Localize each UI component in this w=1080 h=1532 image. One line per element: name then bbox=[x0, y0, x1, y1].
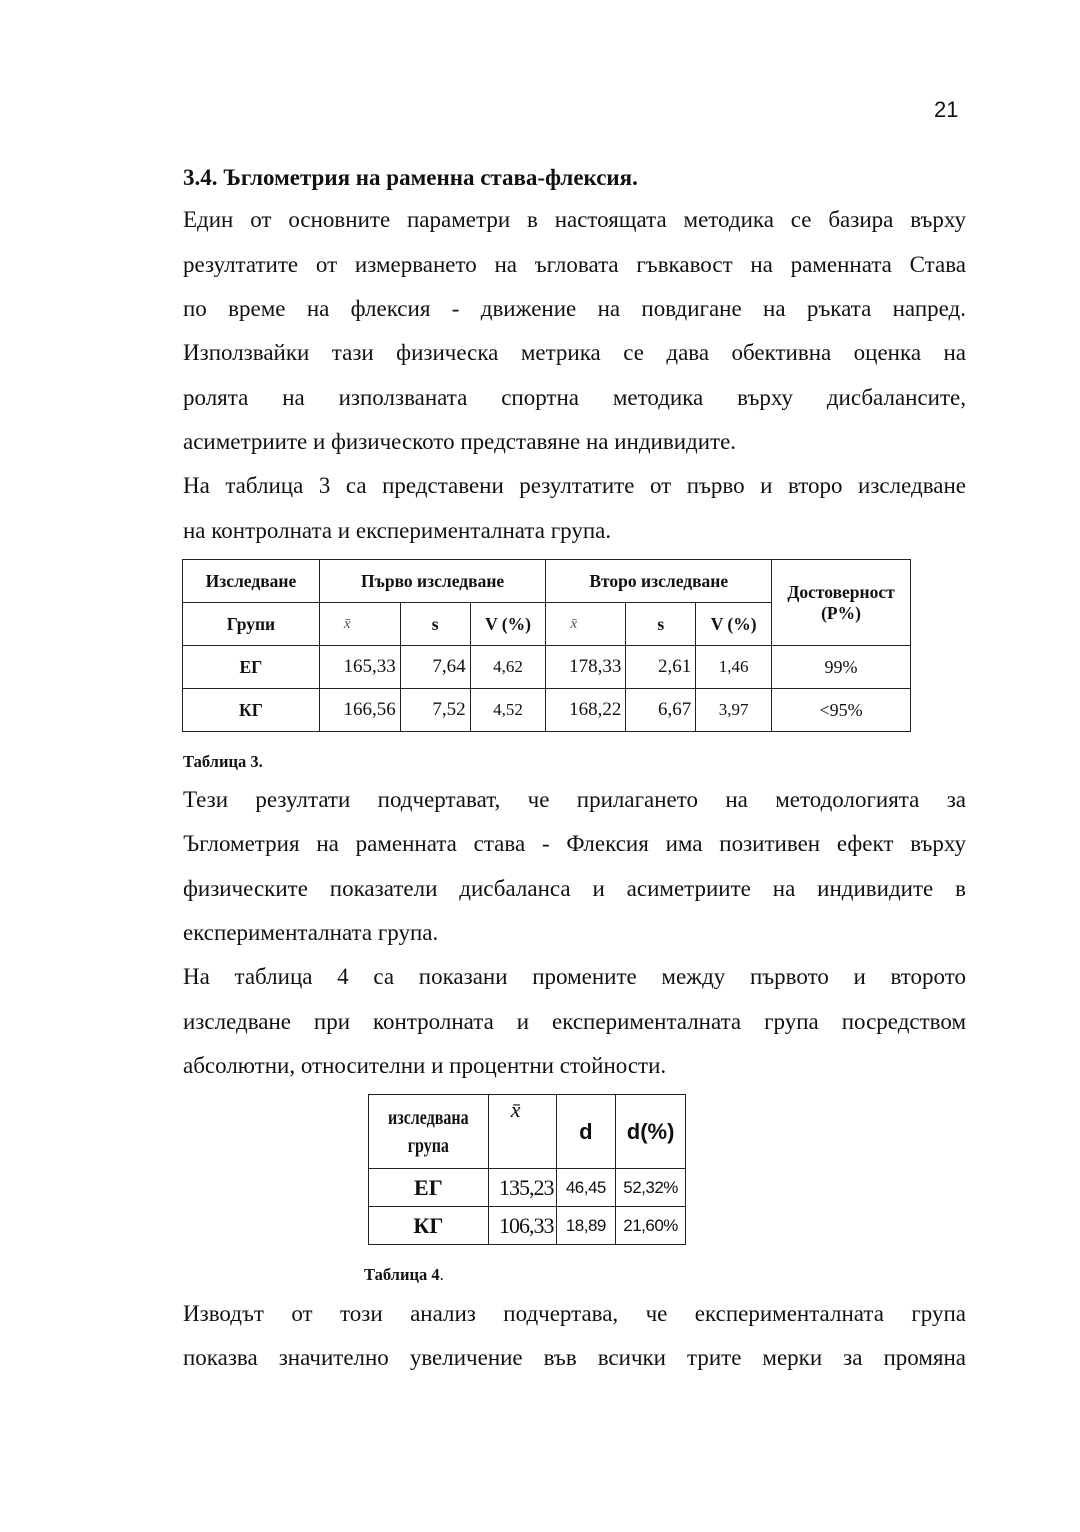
paragraph-line: ролята на използваната спортна методика върху дисбалансите, bbox=[183, 385, 966, 410]
v-cell: 3,97 bbox=[696, 689, 772, 732]
mean-cell: 165,33 bbox=[319, 646, 400, 689]
table-4-caption-suffix: . bbox=[439, 1265, 444, 1284]
paragraph-line: резултатите от измерването на ъгловата гъвкавост на раменната Става bbox=[183, 252, 966, 277]
header-s: s bbox=[400, 603, 470, 646]
header-reliability-label: Достоверност bbox=[787, 581, 895, 602]
group-cell: КГ bbox=[183, 689, 320, 732]
s-cell: 2,61 bbox=[626, 646, 696, 689]
section-heading: 3.4. Ъглометрия на раменна става-флексия. bbox=[183, 165, 638, 190]
header-v: V (%) bbox=[696, 603, 772, 646]
paragraph-line: физическите показатели дисбаланса и асиметриите на индивидите в bbox=[183, 876, 966, 901]
d-percent-cell: 21,60% bbox=[616, 1207, 686, 1245]
table-4 bbox=[368, 1094, 686, 1245]
table-row bbox=[369, 1207, 686, 1245]
table-3-caption: Таблица 3. bbox=[183, 752, 263, 771]
s-cell: 7,64 bbox=[400, 646, 470, 689]
header-reliability bbox=[772, 560, 911, 646]
header-d-percent: d(%) bbox=[616, 1095, 686, 1169]
header-study: Изследване bbox=[183, 560, 320, 603]
table-row bbox=[183, 646, 911, 689]
v-cell: 1,46 bbox=[696, 646, 772, 689]
table-3 bbox=[182, 559, 911, 732]
header-s: s bbox=[626, 603, 696, 646]
header-v: V (%) bbox=[470, 603, 546, 646]
paragraph-line: На таблица 3 са представени резултатите от първо и второ изследване bbox=[183, 473, 966, 498]
paragraph-line: Ъглометрия на раменната става - Флексия има позитивен ефект върху bbox=[183, 831, 966, 856]
table-4-caption-text: Таблица 4 bbox=[364, 1265, 440, 1284]
header-second-study: Второ изследване bbox=[546, 560, 772, 603]
mean-cell: 135,23 bbox=[488, 1169, 556, 1207]
paragraph-line: асиметриите и физическото представяне на индивидите. bbox=[183, 429, 737, 454]
reliability-cell: 99% bbox=[772, 646, 911, 689]
table-row bbox=[369, 1169, 686, 1207]
d-cell: 18,89 bbox=[556, 1207, 616, 1245]
paragraph-line: Изводът от този анализ подчертава, че експерименталната група bbox=[183, 1301, 966, 1326]
header-groups: Групи bbox=[183, 603, 320, 646]
mean-cell: 166,56 bbox=[319, 689, 400, 732]
v-cell: 4,52 bbox=[470, 689, 546, 732]
table-4-caption bbox=[364, 1264, 444, 1286]
paragraph-line: показва значително увеличение във всички трите мерки за промяна bbox=[183, 1345, 966, 1370]
paragraph-line: На таблица 4 са показани промените между първото и второто bbox=[183, 964, 966, 989]
group-cell: ЕГ bbox=[183, 646, 320, 689]
table-row bbox=[183, 689, 911, 732]
d-cell: 46,45 bbox=[556, 1169, 616, 1207]
mean-cell: 178,33 bbox=[546, 646, 626, 689]
header-mean: x̄ bbox=[319, 603, 400, 646]
paragraph-line: по време на флексия - движение на повдигане на ръката напред. bbox=[183, 296, 966, 321]
mean-cell: 168,22 bbox=[546, 689, 626, 732]
paragraph-line: Използвайки тази физическа метрика се дава обективна оценка на bbox=[183, 340, 966, 365]
d-percent-cell: 52,32% bbox=[616, 1169, 686, 1207]
paragraph-line: изследване при контролната и експерименталната група посредством bbox=[183, 1009, 966, 1034]
s-cell: 6,67 bbox=[626, 689, 696, 732]
paragraph-line: абсолютни, относителни и процентни стойности. bbox=[183, 1053, 667, 1078]
v-cell: 4,62 bbox=[470, 646, 546, 689]
header-group bbox=[369, 1095, 489, 1169]
group-cell: КГ bbox=[369, 1207, 489, 1245]
mean-cell: 106,33 bbox=[488, 1207, 556, 1245]
header-group-line2: група bbox=[407, 1134, 449, 1157]
paragraph-line: Тези резултати подчертават, че прилагането на методологията за bbox=[183, 787, 966, 812]
reliability-cell: <95% bbox=[772, 689, 911, 732]
header-group-line1: изследвана bbox=[388, 1106, 469, 1129]
page-number: 21 bbox=[934, 97, 959, 122]
paragraph-line: на контролната и експерименталната група. bbox=[183, 518, 612, 543]
s-cell: 7,52 bbox=[400, 689, 470, 732]
header-reliability-unit: (P%) bbox=[821, 602, 861, 623]
group-cell: ЕГ bbox=[369, 1169, 489, 1207]
header-mean: x̄ bbox=[488, 1095, 556, 1169]
paragraph-line: Един от основните параметри в настоящата методика се базира върху bbox=[183, 207, 966, 232]
paragraph-line: експерименталната група. bbox=[183, 920, 439, 945]
header-mean: x̄ bbox=[546, 603, 626, 646]
header-first-study: Първо изследване bbox=[319, 560, 546, 603]
header-d: d bbox=[556, 1095, 616, 1169]
